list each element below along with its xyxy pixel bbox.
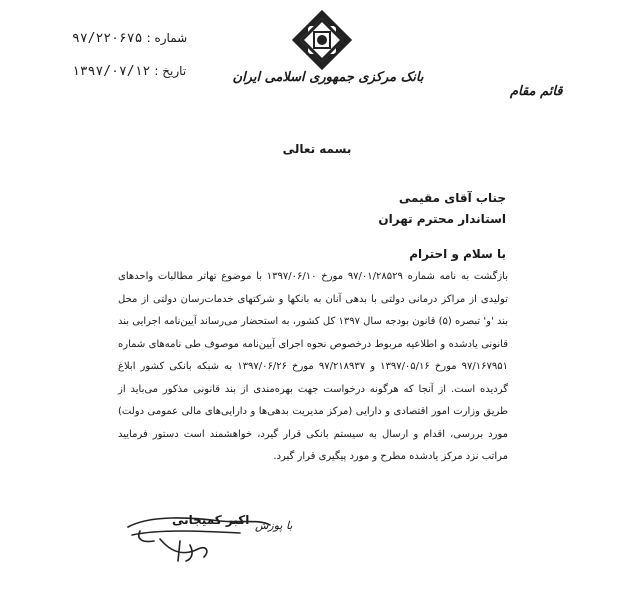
signature-caption: با پوزش [255, 519, 293, 532]
addressee-name: جناب آقای مقیمی [398, 191, 506, 205]
bank-name: بانک مرکزی جمهوری اسلامی ایران [232, 70, 424, 85]
basmala: بسمه تعالی [282, 142, 352, 156]
handwritten-signature-icon [120, 505, 280, 565]
letter-body-paragraph: بازگشت به نامه شماره ۹۷/۰۱/۲۸۵۲۹ مورخ ۱۳۹۷/۰۶/۱۰ با موضوع تهاتر مطالبات واحدهای تولیدی از مراکز درمانی دولتی با بدهی آنان به بانکها و شرکتهای خدمات‌رسان دولتی از محل بند 'و' تبصره (۵) قانون بودجه سال ۱۳۹۷ کل کشور، به استحضار می‌رساند آیین‌نامه اجرایی بند قانونی یادشده و اطلاعیه مربوط درخصوص نحوه اجرای آیین‌نامه موصوف طی نامه‌های شماره ۹۷/۱۶۷۹۵۱ مورخ ۱۳۹۷/۰۵/۱۶ و ۹۷/۲۱۸۹۳۷ مورخ ۱۳۹۷/۰۶/۲۶ به شبکه بانکی کشور ابلاغ گردیده است. از آنجا که هرگونه درخواست جهت بهره‌مندی از بند قانونی مذکور می‌باید از طریق وزارت امور اقتصادی و دارایی (مرکز مدیریت بدهی‌ها و دارایی‌های مالی عمومی دولت) مورد بررسی، اقدام و ارسال به سیستم بانکی قرار گیرد، خواهشمند است دستور فرمایید مراتب نزد مرکز یادشده مطرح و مورد پیگیری قرار گیرد. [118, 271, 509, 462]
letter-body [118, 266, 508, 469]
letter-number-row [60, 31, 187, 46]
letter-date-label: تاریخ : [154, 64, 187, 78]
central-bank-logo-icon [290, 8, 354, 72]
letter-date-value: ۱۳۹۷/۰۷/۱۲ [72, 64, 151, 79]
addressee-title: استاندار محترم تهران [378, 212, 506, 226]
letter-number-value: ۹۷/۲۲۰۶۷۵ [72, 31, 143, 46]
greeting: با سلام و احترام [409, 247, 506, 261]
signer-name: اکبر کمیجانی [172, 513, 250, 527]
letter-number-label: شماره : [146, 31, 188, 45]
deputy-title: قائم مقام [510, 84, 563, 99]
letter-date-row [60, 64, 186, 79]
